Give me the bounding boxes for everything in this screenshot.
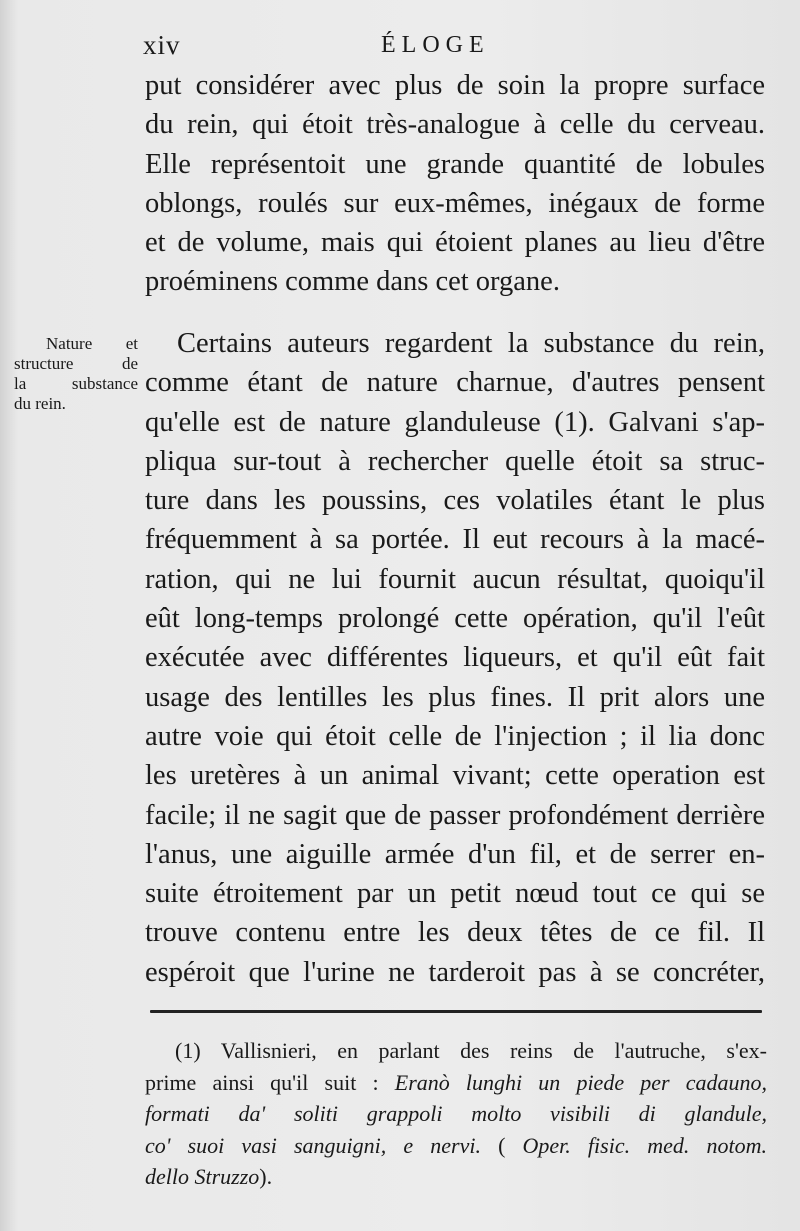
text-line: Certains auteurs regardent la substance du rein,	[177, 328, 765, 359]
running-title: ÉLOGE	[381, 32, 490, 58]
margin-note-line: Nature et	[46, 334, 138, 353]
text-line: exécutée avec différentes liqueurs, et qu'il eût fait	[145, 642, 765, 674]
paragraph-continued	[145, 66, 765, 302]
footnote-citation: dello Struzzo	[145, 1164, 260, 1189]
footnote-quote: Eranò lunghi un piede per cadauno,	[394, 1069, 767, 1095]
footnote-quote: co' suoi vasi sanguigni, e nervi.	[145, 1132, 481, 1158]
footnote-text: ).	[259, 1164, 273, 1189]
text-line: fréquemment à sa portée. Il eut recours à la macé-	[145, 524, 765, 556]
text-line: espéroit que l'urine ne tarderoit pas à se concréter,	[145, 956, 765, 988]
footnote-quote-line: formati da' soliti grappoli molto visibili di glandule,	[145, 1101, 767, 1126]
footnote-line: (1) Vallisnieri, en parlant des reins de l'autruche, s'ex-	[175, 1038, 767, 1063]
text-line: put considérer avec plus de soin la propre surface	[145, 70, 765, 101]
text-line: et de volume, mais qui étoient planes au lieu d'être	[145, 227, 765, 259]
text-line: eût long-temps prolongé cette opération, qu'il l'eût	[145, 603, 765, 635]
margin-note-line: la substance	[14, 374, 138, 393]
text-line: suite étroitement par un petit nœud tout ce qui se	[145, 878, 765, 910]
paragraph-main	[145, 324, 765, 992]
footnote-line	[145, 1067, 767, 1099]
text-line: proéminens comme dans cet organe.	[145, 266, 560, 298]
footnote-line	[145, 1130, 767, 1162]
footnote-divider	[150, 1010, 762, 1013]
page-number: xiv	[143, 30, 181, 60]
text-line: facile; il ne sagit que de passer profondément derrière	[145, 799, 765, 831]
margin-note-line: structure de	[14, 354, 138, 373]
text-line: pliqua sur-tout à rechercher quelle étoit sa struc-	[145, 445, 765, 477]
text-line: ration, qui ne lui fournit aucun résultat, quoiqu'il	[145, 563, 765, 595]
footnote	[145, 1035, 767, 1193]
footnote-citation: Oper. fisic. med. notom.	[522, 1132, 767, 1158]
footnote-text: prime ainsi qu'il suit :	[145, 1069, 395, 1095]
text-line: l'anus, une aiguille armée d'un fil, et de serrer en-	[145, 838, 765, 870]
text-line: trouve contenu entre les deux têtes de ce fil. Il	[145, 917, 765, 949]
text-line: usage des lentilles les plus fines. Il prit alors une	[145, 681, 765, 713]
text-line: ture dans les poussins, ces volatiles étant le plus	[145, 485, 765, 517]
text-line: les uretères à un animal vivant; cette operation est	[145, 760, 765, 792]
text-line: du rein, qui étoit très-analogue à celle du cerveau.	[145, 109, 765, 141]
footnote-text: (	[480, 1132, 523, 1158]
text-line: qu'elle est de nature glanduleuse (1). Galvani s'ap-	[145, 406, 765, 438]
margin-note-line: du rein.	[14, 394, 66, 413]
text-line: oblongs, roulés sur eux-mêmes, inégaux de forme	[145, 187, 765, 219]
text-line: comme étant de nature charnue, d'autres pensent	[145, 367, 765, 399]
footnote-line	[145, 1161, 767, 1193]
text-line: Elle représentoit une grande quantité de lobules	[145, 148, 765, 180]
text-line: autre voie qui étoit celle de l'injection ; il lia donc	[145, 720, 765, 752]
margin-note	[14, 334, 138, 414]
page-header	[143, 30, 763, 64]
